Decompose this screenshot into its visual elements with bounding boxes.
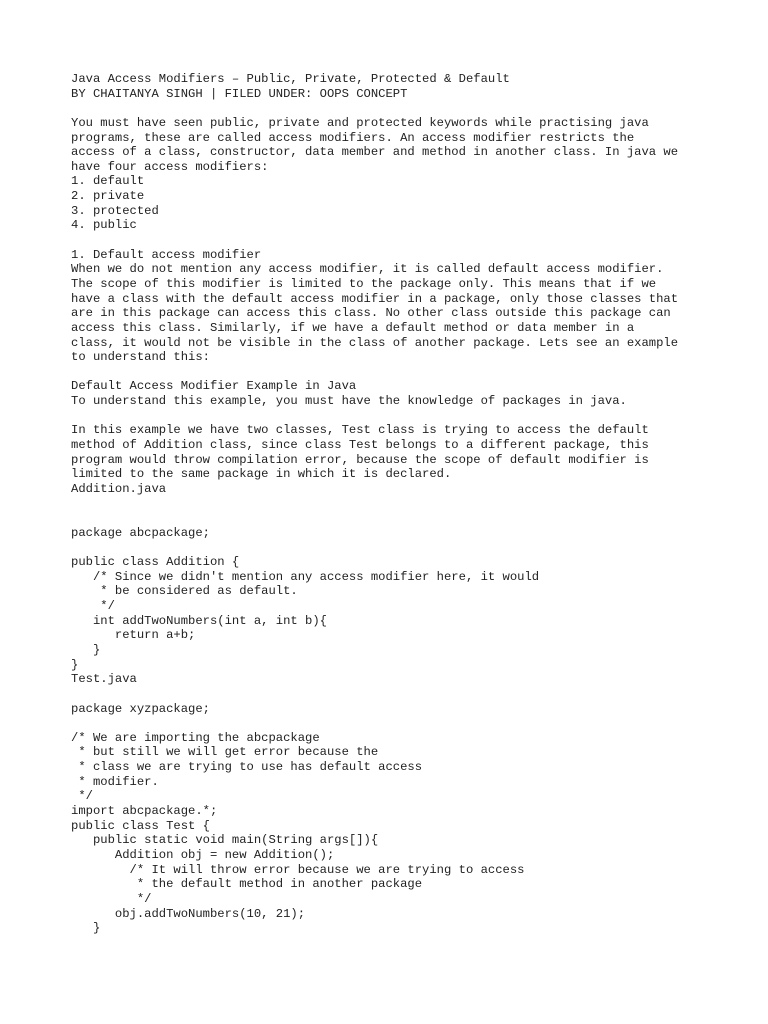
example-prereq: To understand this example, you must have the knowledge of packages in java. — [71, 394, 627, 409]
code-line: * but still we will get error because the — [71, 745, 379, 760]
blank-line — [71, 101, 711, 116]
intro-line: have four access modifiers: — [71, 159, 269, 174]
blank-line — [71, 365, 711, 380]
section-body-line: have a class with the default access modifier in a package, only those classes that — [71, 291, 679, 306]
code-line: * the default method in another package — [71, 877, 423, 892]
intro-line: access of a class, constructor, data member and method in another class. In java we — [71, 145, 679, 160]
code-block-addition — [71, 526, 711, 672]
blank-line — [71, 511, 711, 526]
code-line: /* We are importing the abcpackage — [71, 730, 320, 745]
code-line: * be considered as default. — [71, 584, 298, 599]
code-line: public static void main(String args[]){ — [71, 833, 379, 848]
article-byline: BY CHAITANYA SINGH | FILED UNDER: OOPS CONCEPT — [71, 86, 408, 101]
blank-line — [71, 497, 711, 512]
code-line: int addTwoNumbers(int a, int b){ — [71, 613, 327, 628]
code-line: return a+b; — [71, 628, 196, 643]
document-page — [71, 72, 711, 936]
code-line: /* Since we didn't mention any access modifier here, it would — [71, 569, 540, 584]
file-name-test: Test.java — [71, 672, 137, 687]
code-line: } — [71, 642, 101, 657]
modifier-list-item: 1. default — [71, 174, 145, 189]
file-name-addition: Addition.java — [71, 481, 167, 496]
code-line: import abcpackage.*; — [71, 804, 218, 819]
code-line: /* It will throw error because we are trying to access — [71, 862, 525, 877]
section-body-line: to understand this: — [71, 350, 210, 365]
code-line: } — [71, 657, 79, 672]
modifier-list-item: 2. private — [71, 189, 145, 204]
example-explanation-line: method of Addition class, since class Test belongs to a different package, this — [71, 438, 649, 453]
section-body-line: When we do not mention any access modifier, it is called default access modifier. — [71, 262, 664, 277]
code-line: public class Test { — [71, 818, 210, 833]
example-explanation-line: In this example we have two classes, Test class is trying to access the default — [71, 423, 649, 438]
intro-line: programs, these are called access modifiers. An access modifier restricts the — [71, 130, 635, 145]
blank-line — [71, 409, 711, 424]
code-line: package abcpackage; — [71, 525, 210, 540]
code-line: */ — [71, 789, 93, 804]
section-body-line: The scope of this modifier is limited to the package only. This means that if we — [71, 276, 657, 291]
code-line — [71, 716, 711, 731]
section-body-line: class, it would not be visible in the class of another package. Lets see an example — [71, 335, 679, 350]
code-line: */ — [71, 599, 115, 614]
code-line: } — [71, 921, 101, 936]
section-body-line: access this class. Similarly, if we have a default method or data member in a — [71, 320, 635, 335]
code-line: Addition obj = new Addition(); — [71, 847, 335, 862]
code-line: public class Addition { — [71, 555, 240, 570]
code-line — [71, 541, 711, 556]
blank-line — [71, 233, 711, 248]
code-block-test — [71, 702, 711, 936]
intro-line: You must have seen public, private and protected keywords while practising java — [71, 115, 649, 130]
code-line: package xyzpackage; — [71, 701, 210, 716]
code-line: * modifier. — [71, 774, 159, 789]
example-explanation-line: program would throw compilation error, because the scope of default modifier is — [71, 452, 649, 467]
article-title: Java Access Modifiers – Public, Private, Protected & Default — [71, 72, 510, 86]
modifier-list-item: 3. protected — [71, 203, 159, 218]
modifier-list-item: 4. public — [71, 218, 137, 233]
section-heading-default: 1. Default access modifier — [71, 247, 262, 262]
example-explanation-line: limited to the same package in which it is declared. — [71, 467, 452, 482]
blank-line — [71, 687, 711, 702]
example-heading: Default Access Modifier Example in Java — [71, 379, 357, 394]
code-line: * class we are trying to use has default access — [71, 760, 423, 775]
code-line: obj.addTwoNumbers(10, 21); — [71, 906, 306, 921]
code-line: */ — [71, 891, 152, 906]
section-body-line: are in this package can access this class. No other class outside this package can — [71, 306, 671, 321]
